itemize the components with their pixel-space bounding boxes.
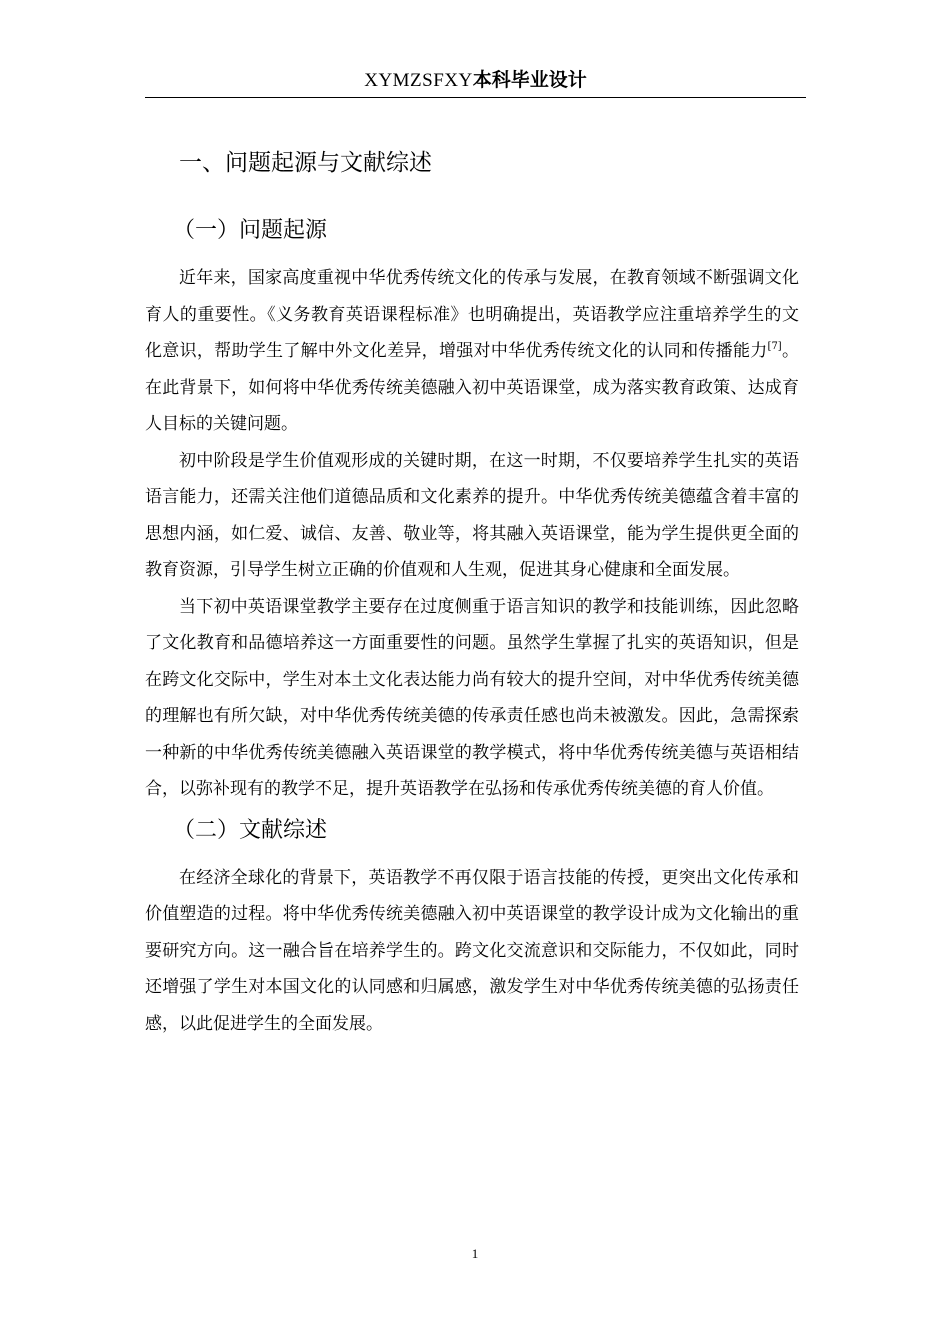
page-number: 1 — [471, 1246, 479, 1261]
paragraph: 在经济全球化的背景下，英语教学不再仅限于语言技能的传授，更突出文化传承和价值塑造的过程。将中华优秀传统美德融入初中英语课堂的教学设计成为文化输出的重要研究方向。这一融合旨在培养学生的。跨文化交流意识和交际能力，不仅如此，同时还增强了学生对本国文化的认同感和归属感，激发学生对中华优秀传统美德的弘扬责任感，以此促进学生的全面发展。 — [145, 867, 799, 1034]
document-body — [145, 146, 799, 1042]
paragraph — [145, 260, 799, 443]
paragraph: 当下初中英语课堂教学主要存在过度侧重于语言知识的教学和技能训练，因此忽略了文化教育和品德培养这一方面重要性的问题。虽然学生掌握了扎实的英语知识，但是在跨文化交际中，学生对本土文化表达能力尚有较大的提升空间，对中华优秀传统美德的理解也有所欠缺，对中华优秀传统美德的传承责任感也尚未被激发。因此，急需探索一种新的中华优秀传统美德融入英语课堂的教学模式，将中华优秀传统美德与英语相结合，以弥补现有的教学不足，提升英语教学在弘扬和传承优秀传统美德的育人价值。 — [145, 596, 799, 799]
header-code: XYMZSFXY — [364, 70, 473, 91]
page-header — [145, 66, 806, 98]
paragraph-text: 。在此背景下，如何将中华优秀传统美德融入初中英语课堂，成为落实教育政策、达成育人目标的关键问题。 — [145, 341, 800, 434]
citation-ref: [7] — [767, 341, 782, 352]
header-label: 本科毕业设计 — [472, 69, 587, 91]
paragraph: 初中阶段是学生价值观形成的关键时期，在这一时期，不仅要培养学生扎实的英语语言能力，还需关注他们道德品质和文化素养的提升。中华优秀传统美德蕴含着丰富的思想内涵，如仁爱、诚信、友善、敬业等，将其融入英语课堂，能为学生提供更全面的教育资源，引导学生树立正确的价值观和人生观，促进其身心健康和全面发展。 — [145, 450, 799, 580]
paragraph-text: 近年来，国家高度重视中华优秀传统文化的传承与发展，在教育领域不断强调文化育人的重要性。《义务教育英语课程标准》也明确提出，英语教学应注重培养学生的文化意识，帮助学生了解中外文化差异，增强对中华优秀传统文化的认同和传播能力 — [145, 268, 799, 361]
section-title: 一、问题起源与文献综述 — [179, 150, 432, 176]
subsection-title-literature: （二）文献综述 — [173, 817, 328, 843]
subsection-title-origin: （一）问题起源 — [173, 218, 328, 243]
